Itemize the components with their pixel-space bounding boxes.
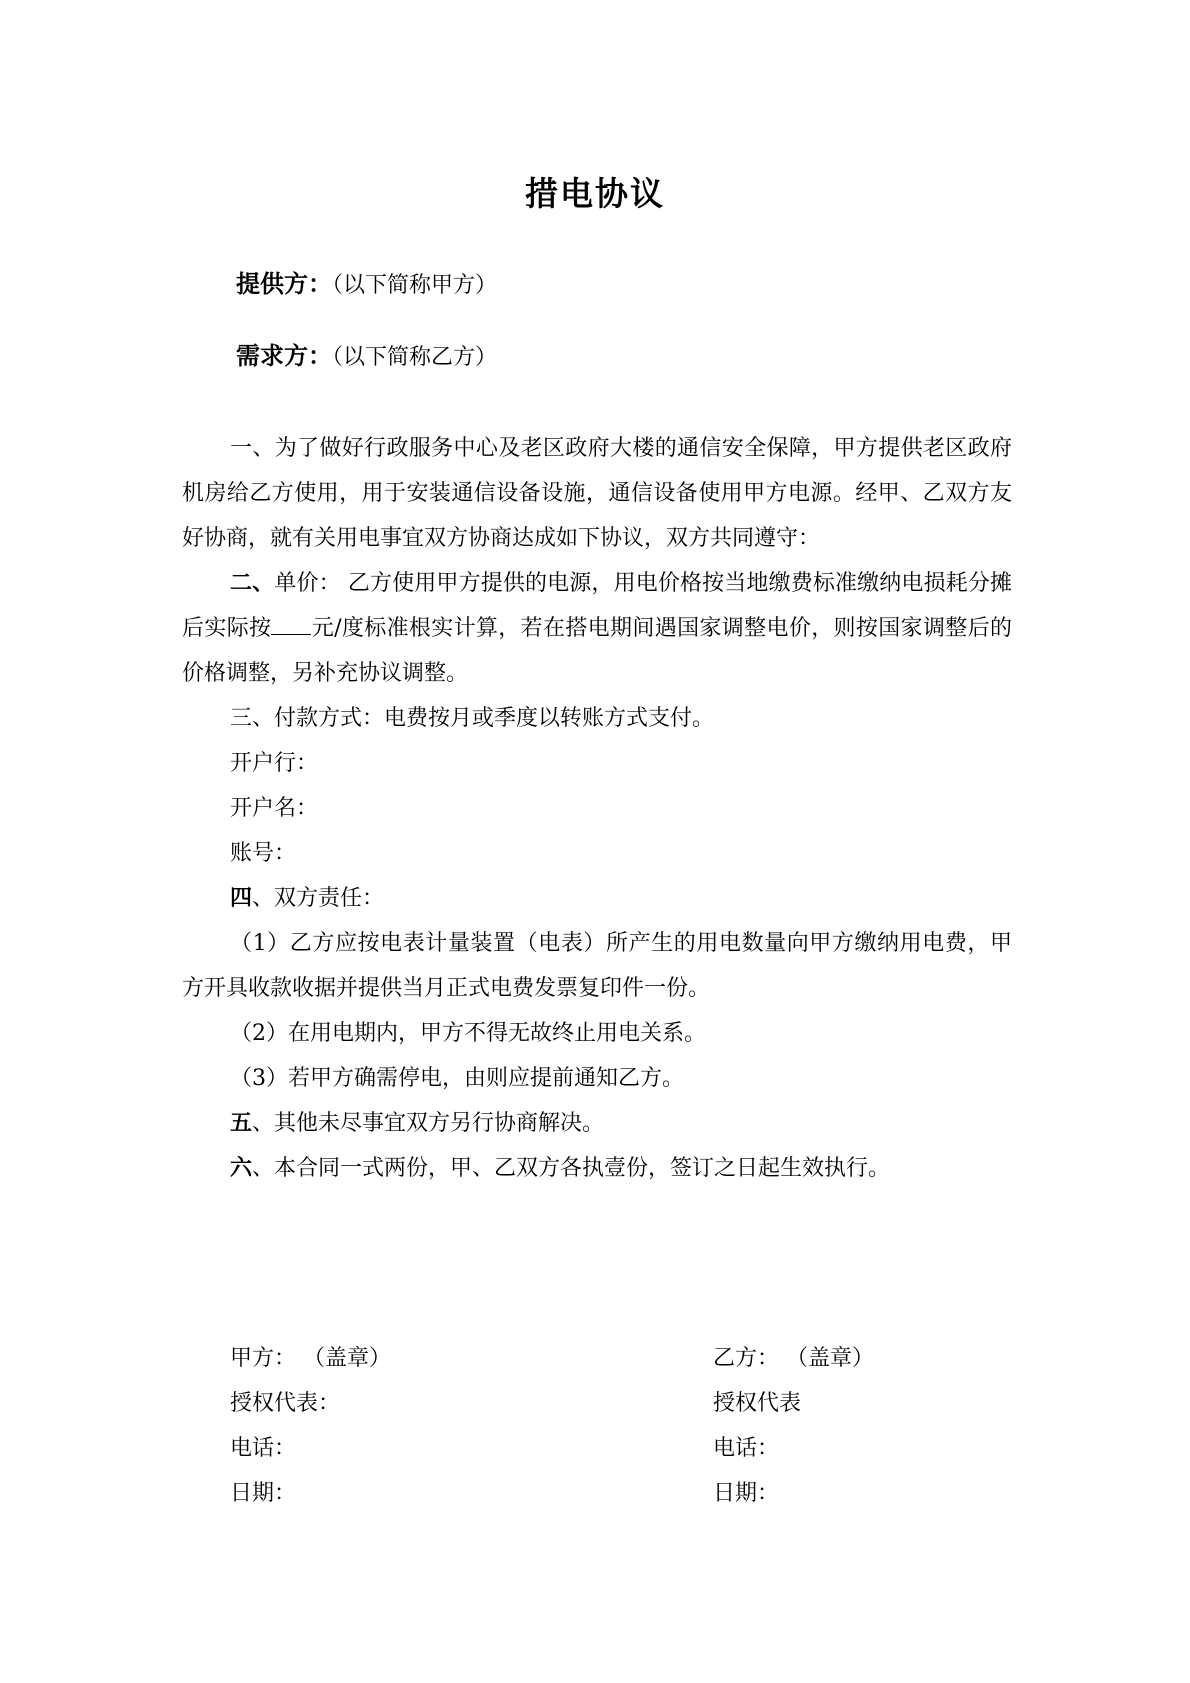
party-b-seal: 乙方： （盖章）: [713, 1346, 874, 1371]
provider-note: （以下简称甲方）: [332, 273, 498, 298]
clause-3: 三、付款方式：电费按月或季度以转账方式支付。: [230, 706, 715, 731]
document-title: 措电协议: [525, 174, 665, 213]
party-b-date: 日期：: [713, 1481, 780, 1506]
party-a-representative: 授权代表：: [230, 1391, 341, 1416]
demander-line: [236, 340, 497, 374]
clause-6-text: 、本合同一式两份，甲、乙双方各执壹份，签订之日起生效执行。: [252, 1156, 891, 1181]
clause-2-text-a: 单价： 乙方使用甲方提供的电源，用电价格按当地缴费标准缴纳电损耗分摊后实际按: [182, 571, 1012, 641]
clause-6-label: 六: [230, 1155, 253, 1181]
party-a-signature-block: [230, 1336, 391, 1516]
price-blank: [271, 612, 311, 635]
clause-4-label: 四: [230, 885, 253, 911]
party-a-phone: 电话：: [230, 1436, 297, 1461]
account-name-line: 开户名：: [230, 796, 319, 821]
clause-1: 一、为了做好行政服务中心及老区政府大楼的通信安全保障，甲方提供老区政府机房给乙方使用，用于安装通信设备设施，通信设备使用甲方电源。经甲、乙双方友好协商，就有关用电事宜双方协商达成如下协议，双方共同遵守：: [182, 436, 1012, 551]
bank-line: 开户行：: [230, 751, 319, 776]
demander-label: 需求方：: [236, 342, 332, 370]
provider-label: 提供方：: [236, 270, 332, 298]
clause-5-label: 五: [230, 1110, 253, 1136]
clause-4-item-3: （3）若甲方确需停电，由则应提前通知乙方。: [230, 1066, 684, 1091]
clause-5: [182, 1101, 1012, 1146]
party-b-representative: 授权代表: [713, 1391, 802, 1416]
party-a-date: 日期：: [230, 1481, 297, 1506]
clause-4: [182, 876, 1012, 921]
clause-2-text-b: 元/度标准根实计算，若在搭电期间遇国家调整电价，则按国家调整后的价格调整，另补充协议调整。: [182, 616, 1012, 686]
demander-note: （以下简称乙方）: [332, 345, 498, 370]
party-a-seal: 甲方： （盖章）: [230, 1346, 391, 1371]
clause-4-item-1: （1）乙方应按电表计量装置（电表）所产生的用电数量向甲方缴纳用电费，甲方开具收款收据并提供当月正式电费发票复印件一份。: [182, 931, 1012, 1001]
account-number-line: 账号：: [230, 841, 297, 866]
party-b-signature-block: [713, 1336, 874, 1516]
provider-line: [236, 268, 497, 302]
clause-2: [182, 561, 1012, 696]
party-b-phone: 电话：: [713, 1436, 780, 1461]
clause-4-text: 、双方责任：: [252, 886, 385, 911]
clause-6: [182, 1146, 1012, 1191]
clause-4-item-2: （2）在用电期内，甲方不得无故终止用电关系。: [230, 1021, 706, 1046]
contract-body: [182, 426, 1012, 1191]
clause-5-text: 、其他未尽事宜双方另行协商解决。: [252, 1111, 605, 1136]
clause-2-label: 二、: [230, 570, 275, 596]
